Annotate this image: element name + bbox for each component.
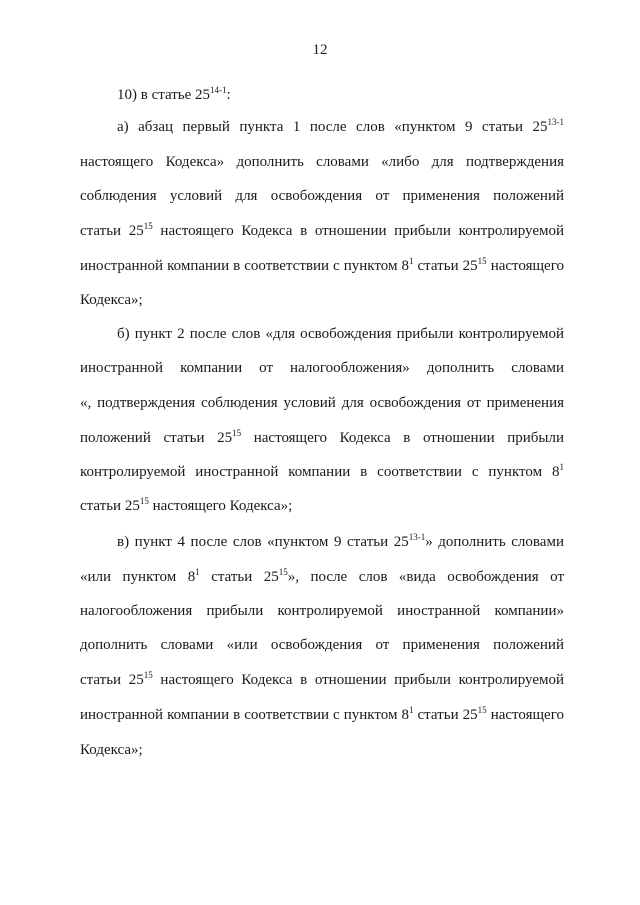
text-run: » дополнить словами [425, 534, 564, 550]
text-run: а) абзац первый пункта 1 после слов «пунктом 9 статьи 25 [117, 119, 548, 135]
text-line [80, 221, 564, 241]
superscript: 15 [143, 221, 153, 231]
superscript: 1 [408, 256, 414, 266]
text-run: 10) в статье 25 [117, 87, 211, 103]
text-run: положений статьи 25 [80, 430, 233, 446]
text-line [80, 186, 564, 206]
text-run: », после слов «вида освобождения от [287, 569, 565, 585]
text-line [80, 152, 564, 172]
text-run: статьи 25 [413, 258, 478, 274]
text-run: б) пункт 2 после слов «для освобождения прибыли контролируемой [117, 326, 564, 342]
text-run: настоящего [486, 707, 564, 723]
superscript: 15 [139, 496, 149, 506]
superscript: 1 [559, 462, 564, 472]
text-run: иностранной компании в соответствии с пунктом 8 [80, 258, 409, 274]
text-line [80, 740, 564, 760]
superscript: 1 [408, 705, 414, 715]
superscript: 15 [143, 670, 153, 680]
superscript: 15 [278, 567, 288, 577]
page-number: 12 [312, 42, 328, 58]
text-run: настоящего Кодекса»; [148, 498, 293, 514]
text-run: иностранной компании от налогообложения» дополнить словами [80, 360, 564, 376]
text-run: Кодекса»; [80, 292, 143, 308]
text-run: статьи 25 [80, 672, 144, 688]
text-line [80, 635, 564, 655]
superscript: 15 [477, 256, 487, 266]
text-run: иностранной компании в соответствии с пунктом 8 [80, 707, 409, 723]
text-run: статьи 25 [80, 223, 144, 239]
text-line [117, 117, 564, 137]
superscript: 14-1 [210, 85, 227, 95]
text-run: настоящего Кодекса» дополнить словами «либо для подтверждения [80, 154, 564, 170]
text-run: настоящего Кодекса в отношении прибыли контролируемой [152, 223, 564, 239]
text-run: статьи 25 [80, 498, 140, 514]
text-run: настоящего Кодекса в отношении прибыли [241, 430, 564, 446]
text-run: Кодекса»; [80, 742, 143, 758]
text-line [117, 324, 564, 344]
text-line [117, 85, 564, 105]
text-line [80, 705, 564, 725]
superscript: 1 [195, 567, 200, 577]
text-line [80, 256, 564, 276]
text-line [80, 358, 564, 378]
text-line [80, 601, 564, 621]
text-run: настоящего [486, 258, 564, 274]
text-line [80, 567, 564, 587]
text-run: дополнить словами «или освобождения от применения положений [80, 637, 564, 653]
text-run: : [226, 87, 231, 103]
text-run: «, подтверждения соблюдения условий для освобождения от применения [80, 395, 564, 411]
superscript: 13-1 [408, 532, 426, 542]
text-run: «или пунктом 8 [80, 569, 196, 585]
text-line [80, 428, 564, 448]
text-line [80, 670, 564, 690]
text-run: соблюдения условий для освобождения от применения положений [80, 188, 564, 204]
text-line [80, 496, 564, 516]
text-line [80, 462, 564, 482]
superscript: 13-1 [547, 117, 564, 127]
text-run: статьи 25 [199, 569, 279, 585]
text-run: настоящего Кодекса в отношении прибыли контролируемой [152, 672, 564, 688]
text-line [117, 532, 564, 552]
superscript: 15 [477, 705, 487, 715]
text-run: налогообложения прибыли контролируемой иностранной компании» [80, 603, 564, 619]
superscript: 15 [232, 428, 242, 438]
text-run: статьи 25 [413, 707, 478, 723]
text-run: контролируемой иностранной компании в соответствии с пунктом 8 [80, 464, 560, 480]
text-run: в) пункт 4 после слов «пунктом 9 статьи 25 [117, 534, 409, 550]
text-line [80, 393, 564, 413]
text-line [80, 290, 564, 310]
